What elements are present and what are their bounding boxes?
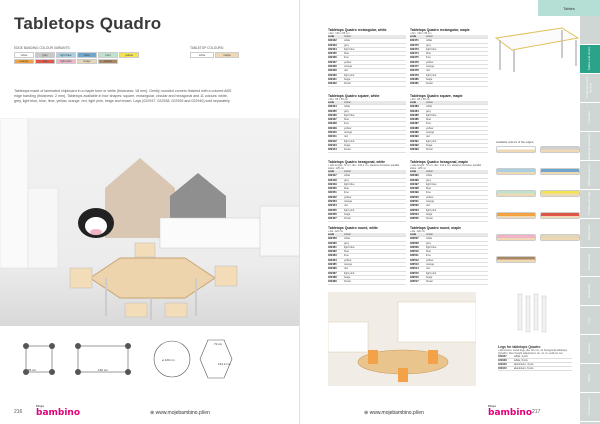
table-row: 022437 blue — [328, 118, 406, 122]
side-tab[interactable]: Educational — [580, 248, 600, 277]
product-table-title: Tabletops Quadro round, white — [328, 226, 378, 230]
side-tab[interactable]: Gardening — [580, 277, 600, 306]
table-row: 022429 red — [328, 69, 406, 73]
side-tab[interactable]: Accessories — [580, 393, 600, 422]
table-product-image — [492, 24, 580, 74]
color-swatch: light blue — [56, 52, 76, 58]
table-row: 022443 beige — [328, 144, 406, 148]
color-swatch: mint — [98, 52, 118, 58]
color-swatch: blue — [77, 52, 97, 58]
table-row: 022422 white — [328, 39, 406, 43]
legs-block: Legs for tabletops Quadro • aluminium, metal legs, dia. 40 mm, 4x hexagonal tabletops (Quadro, Flexi height adjustment: ok. no. to, sold per set 022937 white, 4 pcs 022938 white, 6 pcs 022939 aluminium, 4 pcs 022940 aluminium, 6 pcs — [498, 345, 572, 371]
table-row: 022426 lime — [328, 56, 406, 60]
table-row: 022486 blue — [410, 118, 488, 122]
right-page — [300, 0, 600, 424]
website-link[interactable]: ⊕ www.mojebambino.pl/en — [150, 410, 210, 416]
side-tab[interactable]: Playground — [580, 219, 600, 248]
product-table: Tabletops Quadro rectangular, white • dim. 130 x 65 cm code colour 022422 white 022423 grey 022424 light blue 022425 blue 022426 lime 022427 yellow 022428 orange 022429 red 022430 light pink 022431 beige 022432 brown — [328, 28, 406, 87]
legs-image — [514, 292, 554, 336]
table-row: 022428 orange — [328, 65, 406, 69]
table-row: code colour — [328, 233, 406, 237]
edge-sample — [496, 234, 536, 241]
side-tab[interactable]: Wall decorations — [580, 161, 600, 190]
table-row: 022467 light pink — [328, 272, 406, 276]
table-row: 022457 brown — [328, 217, 406, 221]
top-swatches — [190, 52, 239, 58]
table-row: 022440 orange — [328, 131, 406, 135]
table-row: 022441 red — [328, 135, 406, 139]
side-tab[interactable]: Sanitary — [580, 335, 600, 364]
table-row: 022498 blue — [410, 187, 488, 191]
product-table-title: Tabletops Quadro hexagonal, maple — [410, 160, 469, 164]
dim-circle: ø 120 cm — [162, 358, 175, 362]
dim-rectangle: 130 cm — [98, 368, 108, 372]
table-row: 022444 brown — [328, 148, 406, 152]
table-row: 022471 white — [410, 39, 488, 43]
table-row: 022439 yellow — [328, 127, 406, 131]
color-swatch: orange — [14, 59, 34, 65]
table-row: 022473 light blue — [410, 48, 488, 52]
table-row: 022512 yellow — [410, 259, 488, 263]
table-row: 022515 light pink — [410, 272, 488, 276]
table-row: 022487 lime — [410, 122, 488, 126]
page-number-right: 217 — [532, 409, 541, 415]
table-row: 022495 white — [410, 174, 488, 178]
edge-sample — [540, 212, 580, 219]
brand-logo-right: Moje bambino — [488, 404, 533, 418]
table-row: 022427 yellow — [328, 61, 406, 65]
table-row: 022483 white — [410, 105, 488, 109]
product-table: Tabletops Quadro hexagonal, white • side length: 72 cm, dia.: 144,2 cm, distance between parallel sides: 125 cm code colour 022447 white 022448 grey 022449 light blue 022450 blue 022451 lime 022452 yellow 022453 orange 022454 red 022455 light pink 022456 beige 022457 brown — [328, 160, 406, 222]
table-row: 022481 brown — [410, 82, 488, 86]
table-row: code colour — [410, 101, 488, 105]
product-table-title: Tabletops Quadro square, maple — [410, 94, 463, 98]
dim-square: 65 cm — [28, 368, 37, 372]
table-row: 022469 brown — [328, 280, 406, 284]
table-row: 022938 white, 6 pcs — [498, 359, 572, 363]
table-row: code colour — [410, 233, 488, 237]
side-tab[interactable]: Furniture — [580, 103, 600, 132]
edge-sample — [540, 234, 580, 241]
table-row: 022940 aluminium, 6 pcs — [498, 367, 572, 371]
table-row: 022432 brown — [328, 82, 406, 86]
table-row: 022466 red — [328, 267, 406, 271]
edge-sample — [540, 168, 580, 175]
table-row: 022499 lime — [410, 191, 488, 195]
table-row: 022474 blue — [410, 52, 488, 56]
table-row: 022434 white — [328, 105, 406, 109]
table-row: 022423 grey — [328, 44, 406, 48]
table-row: 022504 beige — [410, 213, 488, 217]
edge-caption: EDGE BANDING COLOUR VARIANTS: — [14, 46, 71, 50]
table-row: 022425 blue — [328, 52, 406, 56]
table-row: 022510 blue — [410, 250, 488, 254]
table-row: 022468 beige — [328, 276, 406, 280]
table-row: 022496 grey — [410, 179, 488, 183]
table-row: 022449 light blue — [328, 183, 406, 187]
table-row: 022435 grey — [328, 110, 406, 114]
product-table: Tabletops Quadro square, maple • dim. 65 x 65 cm code colour 022483 white 022484 grey 022485 light blue 022486 blue 022487 lime 022488 yellow 022489 orange 022490 red 022491 light pink 022492 beige 022493 brown — [410, 94, 488, 153]
page-number: 216 — [14, 409, 23, 415]
product-table: Tabletops Quadro round, white • dia. 120 cm code colour 022459 white 022460 grey 022461 light blue 022462 blue 022463 lime 022464 yellow 022465 orange 022466 red 022467 light pink 022468 beige 022469 brown — [328, 226, 406, 285]
color-swatch: maple — [215, 52, 239, 58]
table-row: 022462 blue — [328, 250, 406, 254]
color-swatch: red — [35, 59, 55, 65]
side-tab[interactable]: Toys — [580, 306, 600, 335]
classroom-illustration — [0, 118, 300, 326]
classroom-photo-2 — [328, 292, 476, 386]
table-row: 022430 light pink — [328, 74, 406, 78]
table-row: 022514 red — [410, 267, 488, 271]
table-row: 022459 white — [328, 237, 406, 241]
table-row: 022479 light pink — [410, 74, 488, 78]
color-swatch: beige — [77, 59, 97, 65]
table-row: 022513 orange — [410, 263, 488, 267]
product-table-title: Tabletops Quadro rectangular, maple — [410, 28, 470, 32]
side-tab[interactable]: Sleeping equipment — [580, 132, 600, 161]
side-tab[interactable]: Cupboards and shelves — [580, 74, 600, 103]
table-row: 022477 orange — [410, 65, 488, 69]
table-row: 022448 grey — [328, 179, 406, 183]
table-row: 022509 light blue — [410, 246, 488, 250]
product-table: Tabletops Quadro round, maple • dia. 120 cm code colour 022507 white 022508 grey 022509 light blue 022510 blue 022511 lime 022512 yellow 022513 orange 022514 red 022515 light pink 022516 beige 022517 brown — [410, 226, 488, 285]
table-row: 022484 grey — [410, 110, 488, 114]
dim-hex-side: 72 cm — [214, 342, 223, 346]
table-row: 022438 lime — [328, 122, 406, 126]
table-row: 022450 blue — [328, 187, 406, 191]
table-row: 022937 white, 4 pcs — [498, 355, 572, 359]
table-row: 022476 yellow — [410, 61, 488, 65]
table-row: 022475 lime — [410, 56, 488, 60]
edge-sample — [496, 190, 536, 197]
product-table: Tabletops Quadro square, white • dim. 65 x 65 cm code colour 022434 white 022435 grey 022436 light blue 022437 blue 022438 lime 022439 yellow 022440 orange 022441 red 022442 light pink 022443 beige 022444 brown — [328, 94, 406, 153]
table-row: 022453 orange — [328, 200, 406, 204]
intro-text: Tabletops made of laminated chipboard in a maple tone or white (thickness: 18 mm). Gently rounded corners finished with a colored ABS edge banding (thickness: 2 mm). Tabletops available in four shapes: square, rectangular, circular and hexagonal and 11 colours: white, grey, light blue, blue, lime, yellow, orange, red, light pink, beige and brown. Legs (022937, 022938, 022939 and 022940) sold separately. — [14, 89, 232, 104]
table-row: 022454 red — [328, 204, 406, 208]
edge-sample — [496, 168, 536, 175]
table-row: 022517 brown — [410, 280, 488, 284]
color-swatch: brown — [98, 59, 118, 65]
table-row: 022472 grey — [410, 44, 488, 48]
table-row: 022490 red — [410, 135, 488, 139]
product-table-title: Tabletops Quadro square, white — [328, 94, 380, 98]
table-row: 022491 light pink — [410, 140, 488, 144]
color-swatch: yellow — [119, 52, 139, 58]
table-row: 022455 light pink — [328, 209, 406, 213]
table-row: 022516 beige — [410, 276, 488, 280]
table-row: 022447 white — [328, 174, 406, 178]
table-row: code colour — [328, 35, 406, 39]
table-row: 022452 yellow — [328, 196, 406, 200]
header-tab: Tables — [538, 0, 600, 16]
table-row: 022451 lime — [328, 191, 406, 195]
table-row: 022501 orange — [410, 200, 488, 204]
table-row: 022939 aluminium, 4 pcs — [498, 363, 572, 367]
top-caption: TABLETOP COLOURS: — [190, 46, 224, 50]
section-tabs — [580, 0, 600, 424]
product-table-title: Tabletops Quadro rectangular, white — [328, 28, 387, 32]
shape-dimensions — [14, 336, 244, 384]
table-row: 022460 grey — [328, 242, 406, 246]
table-row: 022424 light blue — [328, 48, 406, 52]
edge-sample — [496, 256, 536, 263]
table-row: 022465 orange — [328, 263, 406, 267]
color-swatch: white — [190, 52, 214, 58]
table-row: 022478 red — [410, 69, 488, 73]
edge-sample — [496, 146, 536, 153]
table-row: 022505 brown — [410, 217, 488, 221]
table-row: 022492 beige — [410, 144, 488, 148]
color-swatch: light pink — [56, 59, 76, 65]
side-tab[interactable]: Tables and chairs — [580, 45, 600, 74]
table-row: 022503 light pink — [410, 209, 488, 213]
table-row: 022507 white — [410, 237, 488, 241]
color-swatch: white — [14, 52, 34, 58]
table-row: 022485 light blue — [410, 114, 488, 118]
side-tab[interactable]: Carpets and rugs — [580, 190, 600, 219]
table-row: code colour — [328, 170, 406, 174]
dim-hex-diag: 144,2 cm — [218, 362, 231, 366]
table-row: 022500 yellow — [410, 196, 488, 200]
table-row: 022463 lime — [328, 254, 406, 258]
color-swatch: grey — [35, 52, 55, 58]
product-table: Tabletops Quadro rectangular, maple • dim. 130 x 65 cm code colour 022471 white 022472 grey 022473 light blue 022474 blue 022475 lime 022476 yellow 022477 orange 022478 red 022479 light pink 022480 beige 022481 brown — [410, 28, 488, 87]
table-row: 022511 lime — [410, 254, 488, 258]
table-row: 022497 light blue — [410, 183, 488, 187]
table-row: code colour — [410, 35, 488, 39]
table-row: code colour — [328, 101, 406, 105]
classroom-photo — [0, 118, 300, 326]
side-tab[interactable] — [580, 16, 600, 45]
edge-sample — [496, 212, 536, 219]
table-row: 022456 beige — [328, 213, 406, 217]
product-table-title: Tabletops Quadro round, maple — [410, 226, 461, 230]
brand-logo: Moje bambino — [36, 404, 81, 418]
product-table: Tabletops Quadro hexagonal, maple • side length: 72 cm, dia.: 144,2 cm, distance between parallel sides: 125 cm code colour 022495 white 022496 grey 022497 light blue 022498 blue 022499 lime 022500 yellow 022501 orange 022502 red 022503 light pink 022504 beige 022505 brown — [410, 160, 488, 222]
table-row: 022464 yellow — [328, 259, 406, 263]
table-row: 022480 beige — [410, 78, 488, 82]
edge-samples — [496, 146, 580, 296]
edge-sample — [540, 146, 580, 153]
table-row: 022489 orange — [410, 131, 488, 135]
edge-sample — [540, 190, 580, 197]
side-tab[interactable]: Office — [580, 364, 600, 393]
product-table-title: Tabletops Quadro hexagonal, white — [328, 160, 386, 164]
table-row: 022488 yellow — [410, 127, 488, 131]
table-row: 022436 light blue — [328, 114, 406, 118]
table-row: code colour — [410, 170, 488, 174]
table-row: 022431 beige — [328, 78, 406, 82]
edge-swatches — [14, 52, 139, 64]
available-caption: Available colours of the edges: — [496, 140, 535, 144]
table-row: 022502 red — [410, 204, 488, 208]
table-row: 022461 light blue — [328, 246, 406, 250]
table-row: 022442 light pink — [328, 140, 406, 144]
table-row: 022508 grey — [410, 242, 488, 246]
table-row: 022493 brown — [410, 148, 488, 152]
page-title: Tabletops Quadro — [14, 14, 162, 33]
website-link-right[interactable]: ⊕ www.mojebambino.pl/en — [364, 410, 424, 416]
